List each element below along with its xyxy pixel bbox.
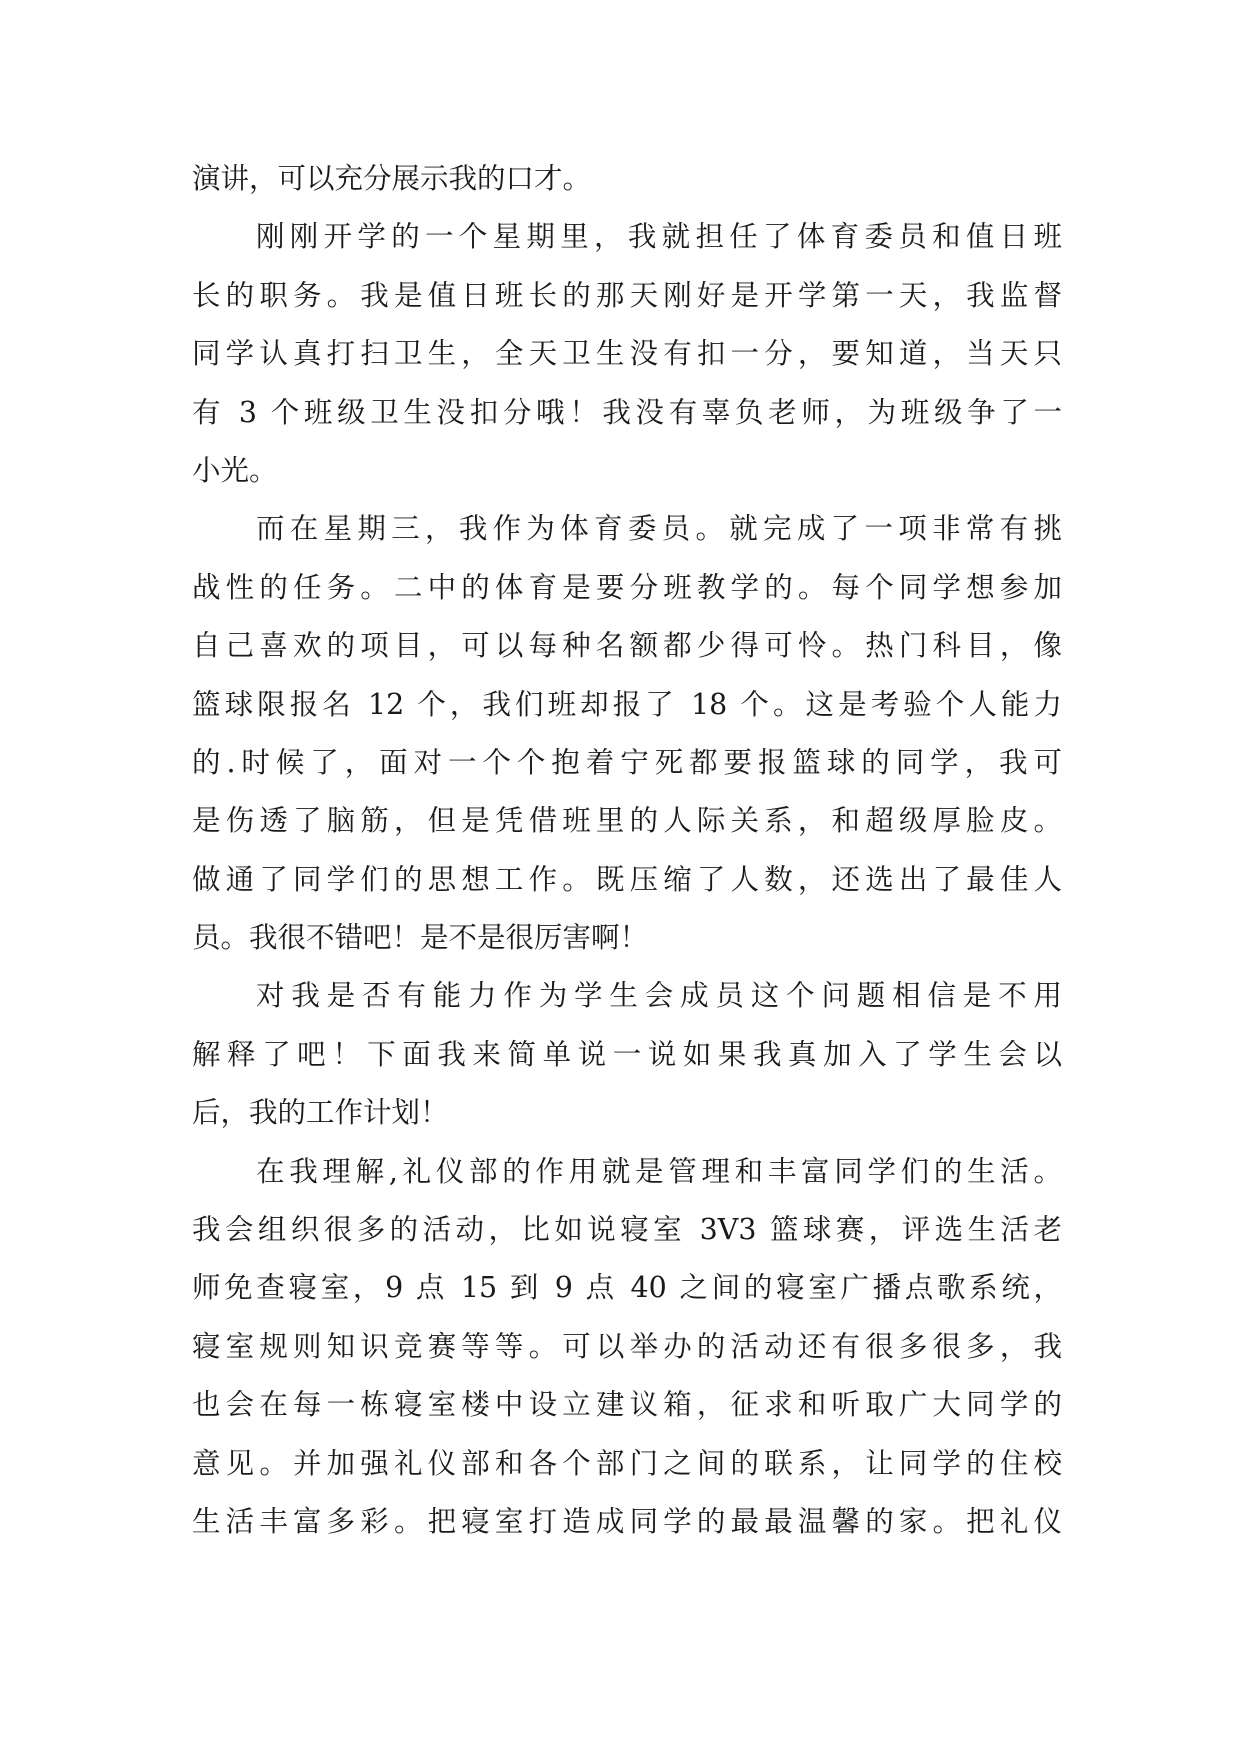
text-line: 刚刚开学的一个星期里，我就担任了体育委员和值日班 xyxy=(256,220,1062,254)
text-line: 战性的任务。二中的体育是要分班教学的。每个同学想参加 xyxy=(192,570,1062,604)
text-line: 员。我很不错吧！是不是很厉害啊！ xyxy=(192,921,649,955)
text-line: 对我是否有能力作为学生会成员这个问题相信是不用 xyxy=(256,979,1062,1013)
text-line: 解释了吧！下面我来简单说一说如果我真加入了学生会以 xyxy=(192,1037,1062,1071)
text-line: 而在星期三，我作为体育委员。就完成了一项非常有挑 xyxy=(256,512,1062,546)
text-line: 寝室规则知识竞赛等等。可以举办的活动还有很多很多，我 xyxy=(192,1329,1062,1363)
text-line: 小光。 xyxy=(192,453,278,487)
text-line: 演讲，可以充分展示我的口才。 xyxy=(192,162,592,195)
text-line: 做通了同学们的思想工作。既压缩了人数，还选出了最佳人 xyxy=(192,862,1062,896)
text-line: 同学认真打扫卫生，全天卫生没有扣一分，要知道，当天只 xyxy=(192,337,1062,371)
text-line: 是伤透了脑筋，但是凭借班里的人际关系，和超级厚脸皮。 xyxy=(192,804,1062,838)
text-line: 师免查寝室，9 点 15 到 9 点 40 之间的寝室广播点歌系统， xyxy=(192,1271,1062,1305)
text-line: 我会组织很多的活动，比如说寝室 3V3 篮球赛，评选生活老 xyxy=(192,1213,1062,1247)
text-line: 意见。并加强礼仪部和各个部门之间的联系，让同学的住校 xyxy=(192,1446,1062,1480)
text-line: 长的职务。我是值日班长的那天刚好是开学第一天，我监督 xyxy=(192,278,1062,312)
text-line: 后，我的工作计划！ xyxy=(192,1096,449,1130)
text-line: 生活丰富多彩。把寝室打造成同学的最最温馨的家。把礼仪 xyxy=(192,1504,1062,1538)
text-line: 篮球限报名 12 个，我们班却报了 18 个。这是考验个人能力 xyxy=(192,687,1062,721)
body-text xyxy=(192,150,1062,1551)
text-line: 自己喜欢的项目，可以每种名额都少得可怜。热门科目，像 xyxy=(192,629,1062,663)
text-line: 的.时候了，面对一个个抱着宁死都要报篮球的同学，我可 xyxy=(192,745,1062,779)
text-line: 在我理解,礼仪部的作用就是管理和丰富同学们的生活。 xyxy=(256,1154,1062,1188)
text-line: 有 3 个班级卫生没扣分哦！我没有辜负老师，为班级争了一 xyxy=(192,395,1062,429)
text-line: 也会在每一栋寝室楼中设立建议箱，征求和听取广大同学的 xyxy=(192,1388,1062,1422)
